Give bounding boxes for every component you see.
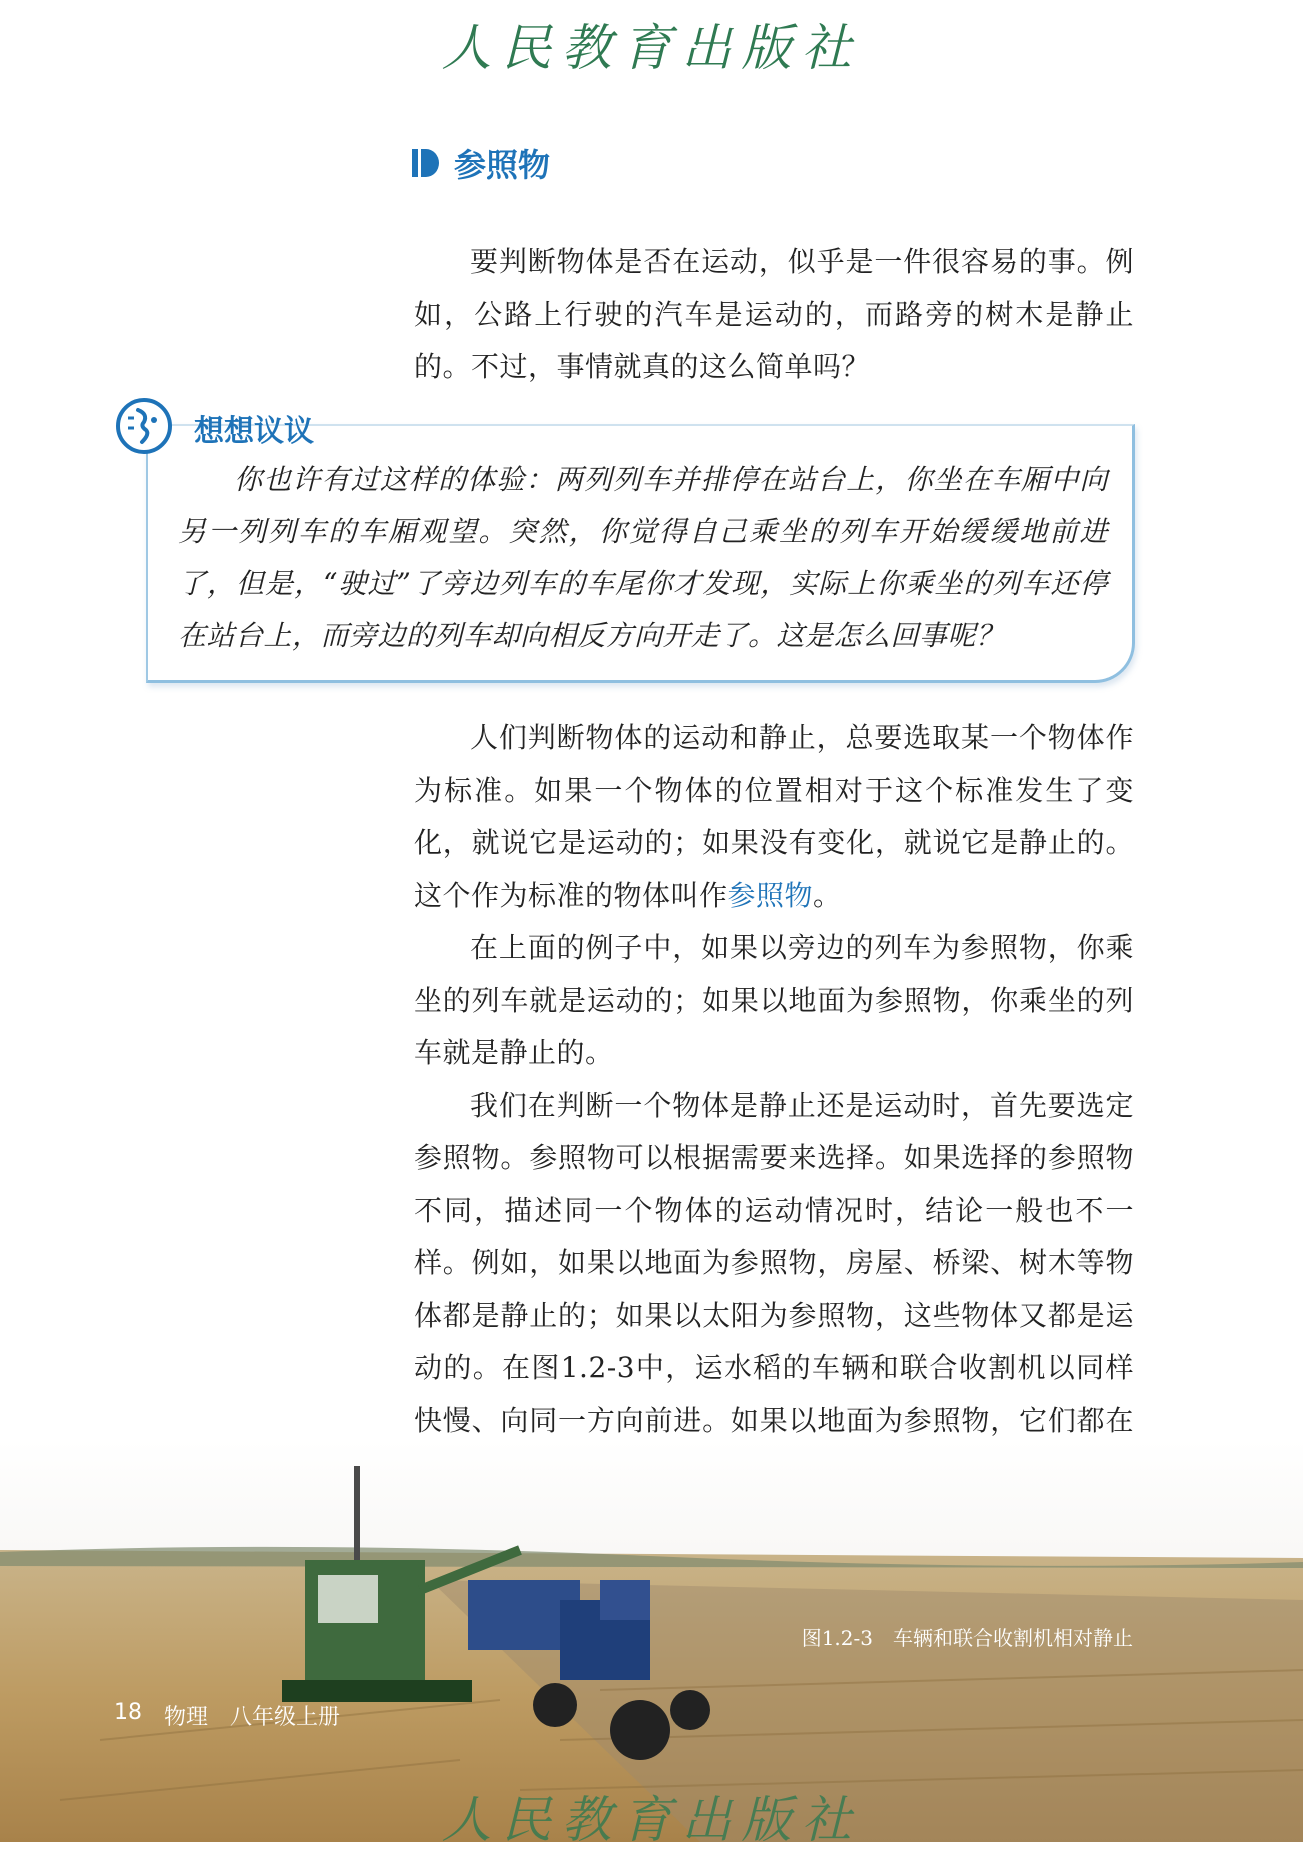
figure-caption: 图1.2-3 车辆和联合收割机相对静止: [801, 1626, 1133, 1650]
paragraph-reference: 人们判断物体的运动和静止，总要选取某一个物体作为标准。如果一个物体的位置相对于这个标准发生了变化，就说它是运动的；如果没有变化，就说它是静止的。这个作为标准的物体叫作参照物。: [414, 721, 1134, 912]
term-reference-object: 参照物: [727, 878, 814, 912]
section-title: 参照物: [454, 146, 551, 184]
publisher-logo: 人民教育出版社: [441, 19, 862, 77]
paragraph-example: 在上面的例子中，如果以旁边的列车为参照物，你乘坐的列车就是运动的；如果以地面为参照物，你乘坐的列车就是静止的。: [414, 931, 1134, 1069]
think-head-icon: [114, 396, 174, 456]
page-footer: [114, 1700, 340, 1731]
think-box-title: 想想议议: [194, 414, 314, 449]
section-heading: [412, 140, 550, 186]
main-body: [414, 712, 1134, 1552]
section-marker-icon: [412, 147, 440, 179]
think-discuss-box: [142, 398, 1132, 680]
page-number: 18: [114, 1700, 142, 1725]
intro-paragraph: 要判断物体是否在运动，似乎是一件很容易的事。例如，公路上行驶的汽车是运动的，而路旁的树木是静止的。不过，事情就真的这么简单吗？: [414, 245, 1134, 383]
think-box-text: 你也许有过这样的体验：两列列车并排停在站台上，你坐在车厢中向另一列列车的车厢观望。突然，你觉得自己乘坐的列车开始缓缓地前进了，但是，“驶过”了旁边列车的车尾你才发现，实际上你乘坐的列车还停在站台上，而旁边的列车却向相反方向开走了。这是怎么回事呢？: [178, 463, 1108, 652]
footer-subject: 物理: [164, 1705, 209, 1730]
paragraph-relative: 我们在判断一个物体是静止还是运动时，首先要选定参照物。参照物可以根据需要来选择。如果选择的参照物不同，描述同一个物体的运动情况时，结论一般也不一样。例如，如果以地面为参照物，房屋、桥梁、树木等物体都是静止的；如果以太阳为参照物，这些物体又都是运动的。在图1.2-3中，运水稻的车辆和联合收割机以同样快慢、向同一方向前进。如果以地面为参照物，它们都在: [414, 1080, 1134, 1553]
publisher-watermark: 人民教育出版社: [441, 1791, 862, 1849]
footer-grade: 八年级上册: [230, 1705, 341, 1730]
